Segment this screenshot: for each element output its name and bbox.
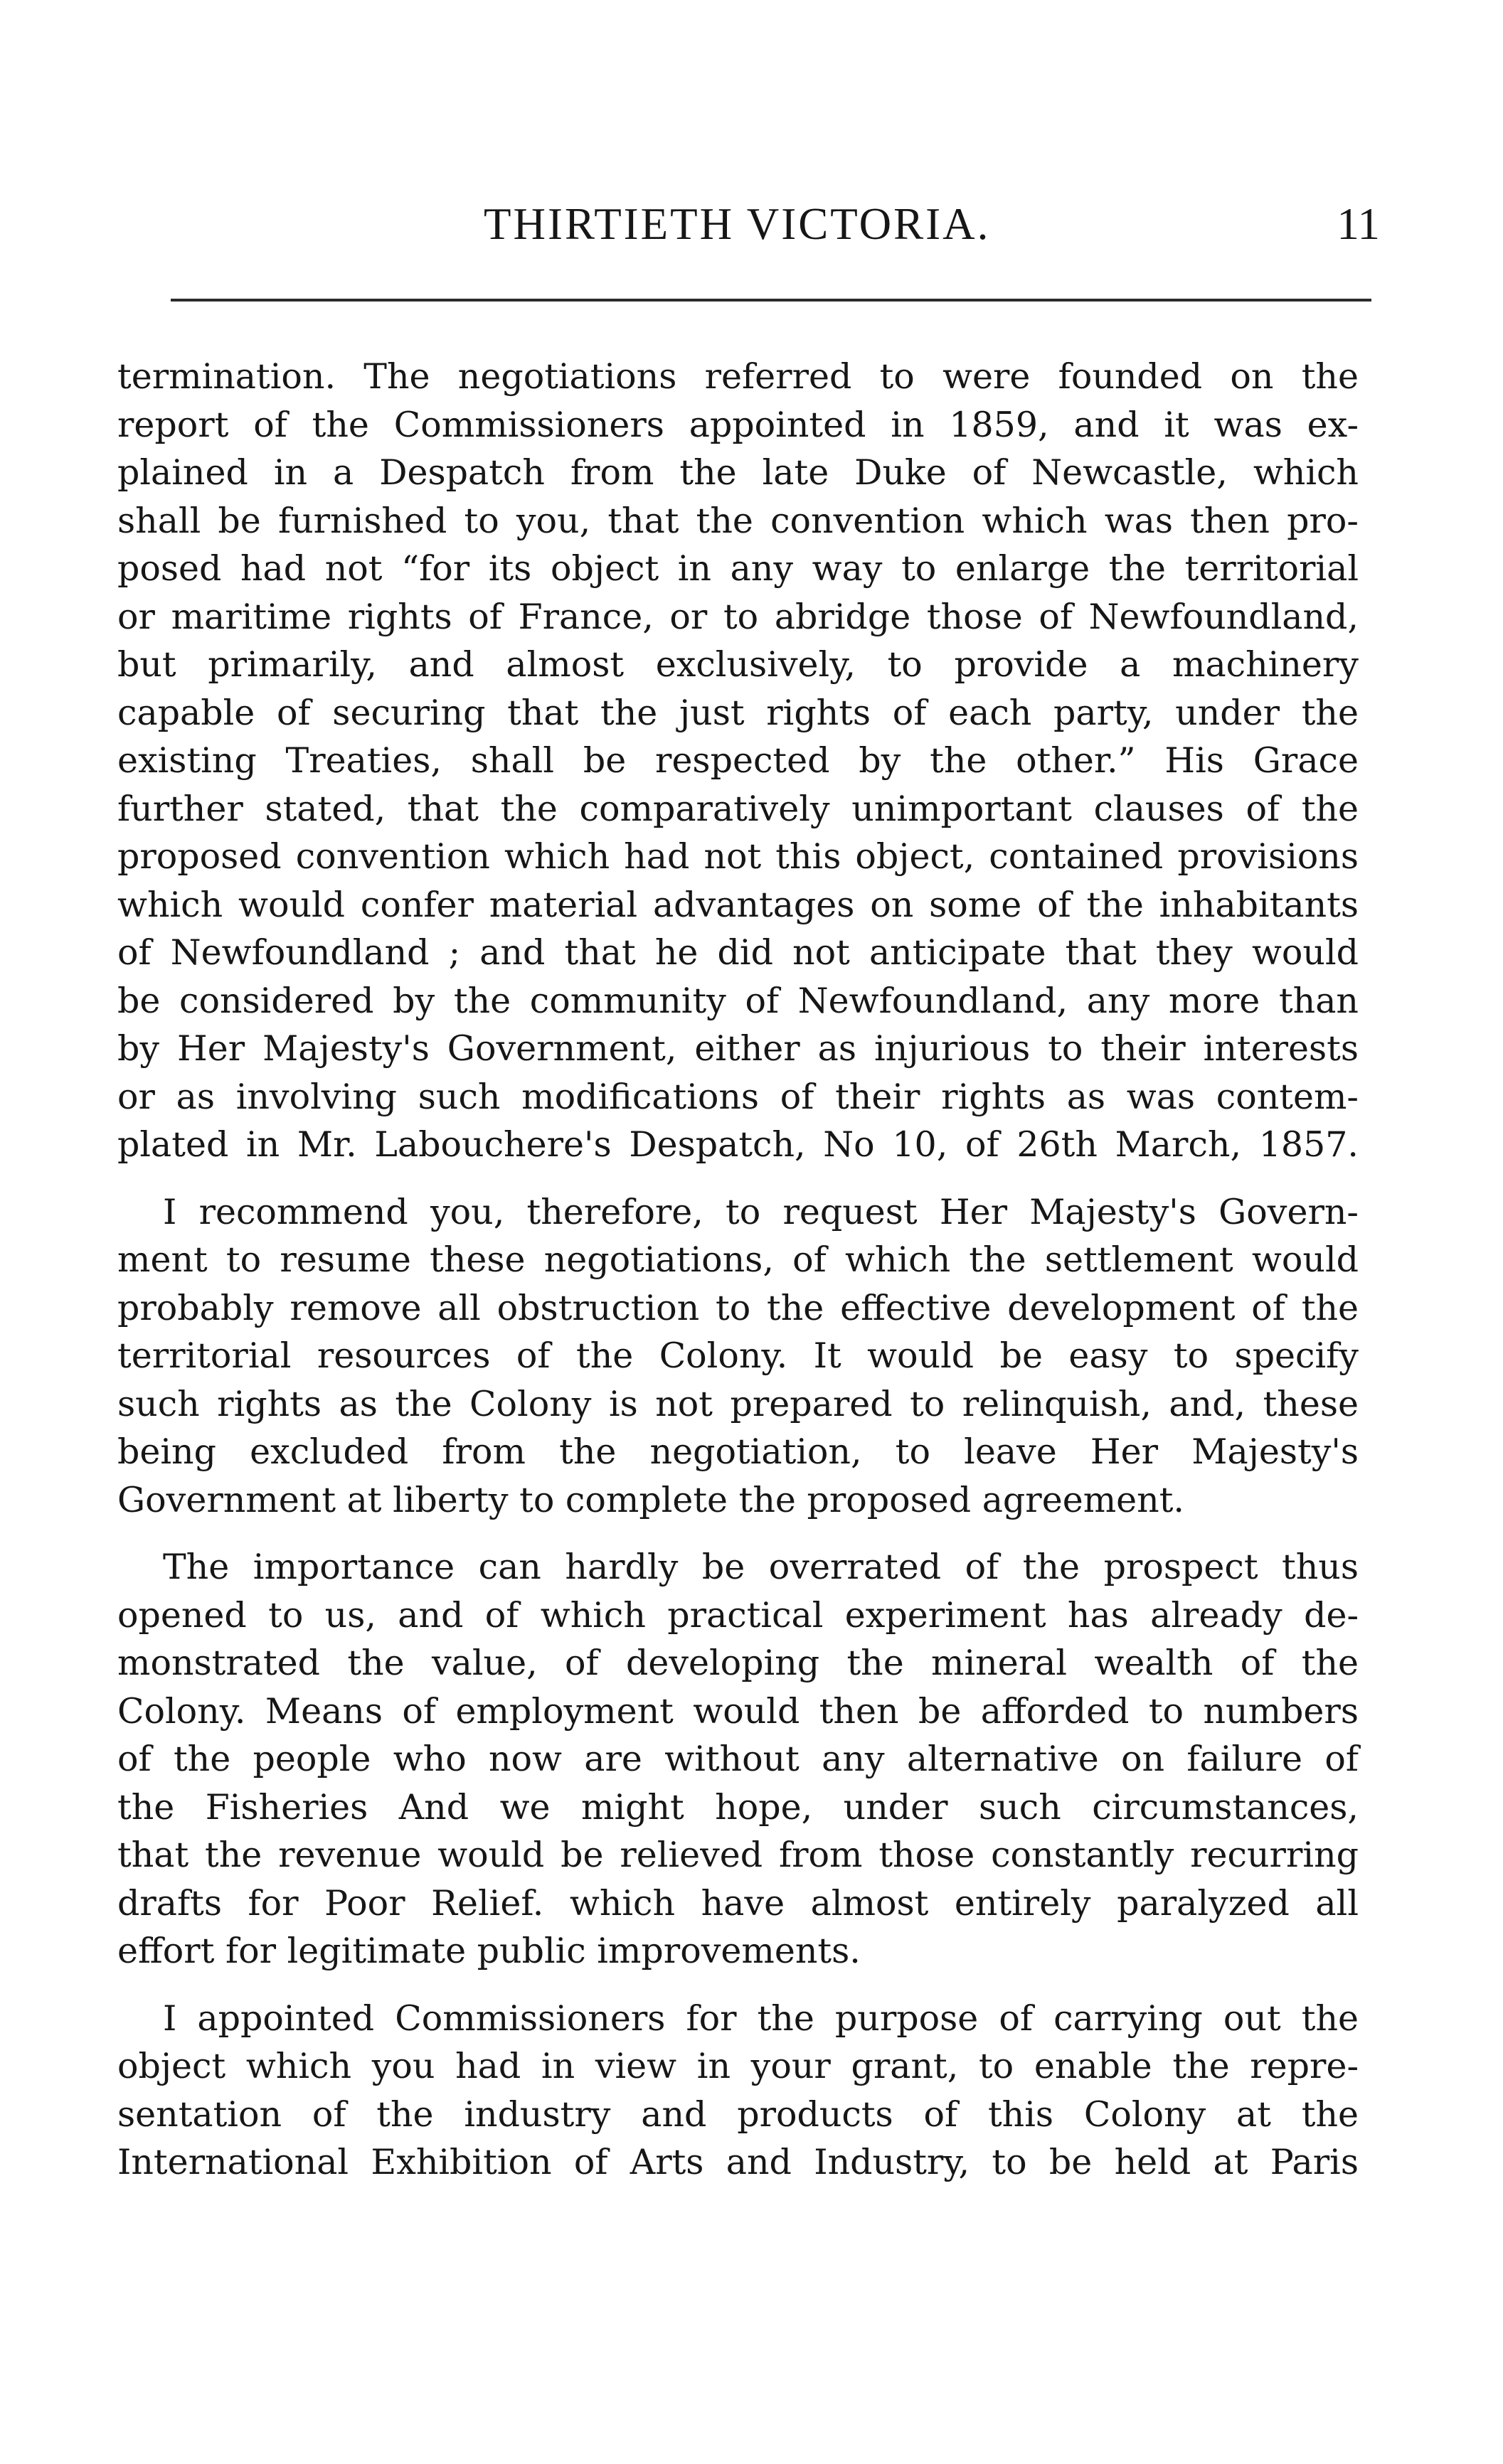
- paragraph-3: [117, 1543, 1359, 1975]
- text-line: existing Treaties, shall be respected by the other.” His Grace: [117, 740, 1359, 781]
- text-line: ment to resume these negotiations, of which the settlement would: [117, 1239, 1359, 1280]
- text-line: shall be furnished to you, that the convention which was then pro-: [117, 500, 1359, 541]
- header-rule: [171, 299, 1371, 302]
- text-line: of the people who now are without any alternative on failure of: [117, 1739, 1359, 1779]
- text-line: sentation of the industry and products of this Colony at the: [117, 2094, 1359, 2135]
- text-line: monstrated the value, of developing the mineral wealth of the: [117, 1643, 1359, 1683]
- text-line: probably remove all obstruction to the effective development of the: [117, 1287, 1359, 1328]
- text-line: be considered by the community of Newfoundland, any more than: [117, 980, 1359, 1021]
- page-number: 11: [1337, 199, 1380, 249]
- paragraph-4: [117, 1995, 1359, 2187]
- text-line: posed had not “for its object in any way to enlarge the territorial: [117, 548, 1359, 589]
- text-line: report of the Commissioners appointed in 1859, and it was ex-: [117, 404, 1359, 445]
- text-line: effort for legitimate public improvements.: [117, 1931, 861, 1971]
- text-line: International Exhibition of Arts and Industry, to be held at Paris: [117, 2142, 1359, 2182]
- text-line: being excluded from the negotiation, to leave Her Majesty's: [117, 1431, 1359, 1472]
- page-header: [114, 192, 1387, 256]
- text-line: further stated, that the comparatively unimportant clauses of the: [117, 788, 1359, 829]
- text-line: plained in a Despatch from the late Duke of Newcastle, which: [117, 452, 1359, 493]
- running-head: THIRTIETH VICTORIA.: [484, 199, 991, 249]
- text-line: that the revenue would be relieved from those constantly recurring: [117, 1835, 1359, 1875]
- text-line: by Her Majesty's Government, either as injurious to their interests: [117, 1028, 1359, 1069]
- text-line: proposed convention which had not this object, contained provisions: [117, 836, 1359, 877]
- text-line: opened to us, and of which practical experiment has already de-: [117, 1594, 1359, 1636]
- text-line: capable of securing that the just rights of each party, under the: [117, 692, 1359, 733]
- text-line: I recommend you, therefore, to request Her Majesty's Govern-: [163, 1191, 1359, 1232]
- text-line: Government at liberty to complete the proposed agreement.: [117, 1479, 1184, 1520]
- text-line: of Newfoundland ; and that he did not anticipate that they would: [117, 932, 1359, 973]
- body-text: [117, 353, 1359, 2187]
- text-line: drafts for Poor Relief. which have almost entirely paralyzed all: [117, 1882, 1359, 1924]
- text-line: but primarily, and almost exclusively, to provide a machinery: [117, 644, 1359, 685]
- text-line: such rights as the Colony is not prepared to relinquish, and, these: [117, 1383, 1359, 1424]
- text-line: Colony. Means of employment would then be afforded to numbers: [117, 1690, 1359, 1732]
- text-line: or as involving such modifications of their rights as was contem-: [117, 1076, 1359, 1117]
- text-line: termination. The negotiations referred to were founded on the: [117, 356, 1359, 397]
- text-line: or maritime rights of France, or to abridge those of Newfoundland,: [117, 596, 1359, 637]
- text-line: The importance can hardly be overrated of the prospect thus: [163, 1547, 1359, 1587]
- text-line: I appointed Commissioners for the purpose of carrying out the: [163, 1998, 1359, 2039]
- text-line: plated in Mr. Labouchere's Despatch, No 10, of 26th March, 1857.: [117, 1124, 1359, 1165]
- text-line: object which you had in view in your grant, to enable the repre-: [117, 2046, 1359, 2086]
- paragraph-1: [117, 353, 1359, 1169]
- paragraph-2: [117, 1188, 1359, 1525]
- text-line: the Fisheries And we might hope, under such circumstances,: [117, 1786, 1359, 1828]
- text-line: which would confer material advantages on some of the inhabitants: [117, 884, 1359, 925]
- text-line: territorial resources of the Colony. It would be easy to specify: [117, 1335, 1359, 1376]
